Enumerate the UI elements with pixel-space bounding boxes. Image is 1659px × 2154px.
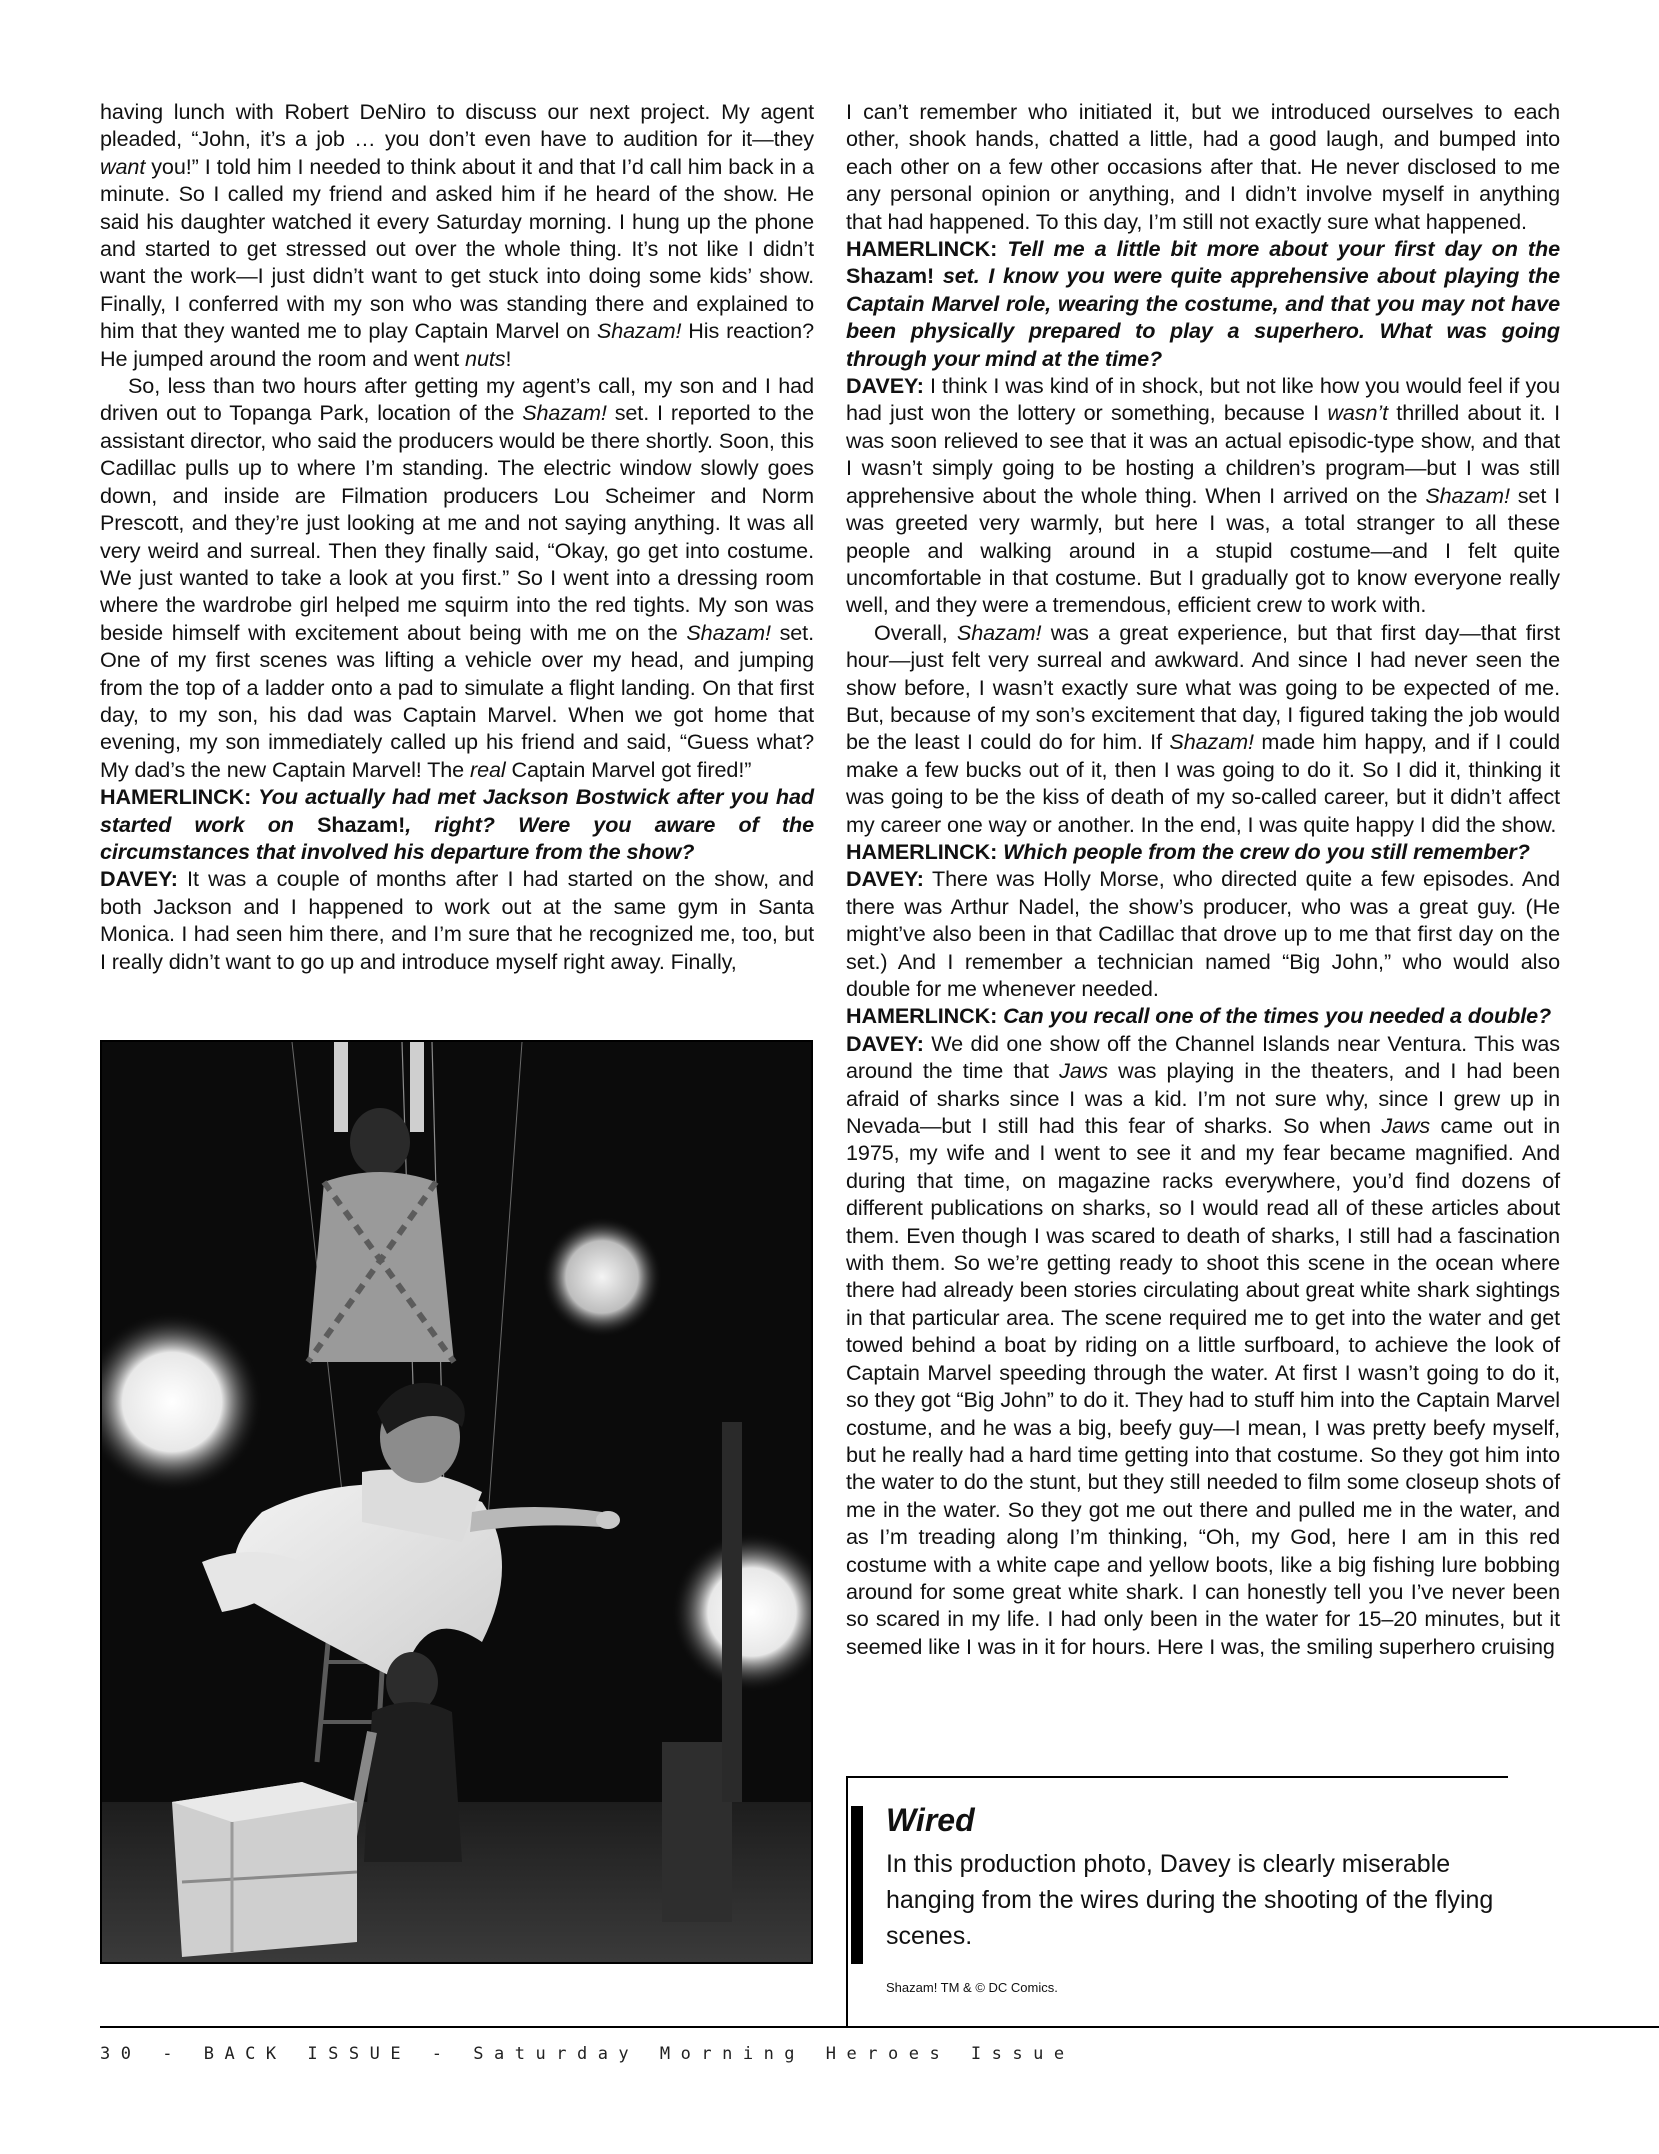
left-column-text — [100, 98, 814, 975]
caption-credit: Shazam! TM & © DC Comics. — [886, 1980, 1058, 1995]
caption-top-rule — [846, 1776, 1508, 1778]
caption-accent-bar — [851, 1806, 863, 1964]
photo-caption — [886, 1800, 1506, 1995]
interview-answer: DAVEY: I think I was kind of in shock, but not like how you would feel if you had just won the lottery or something, because I wasn’t thrilled about it. I was soon relieved to see that it was an actual episodic-type show, and that I wasn’t simply going to be hosting a children’s program—but I was still apprehensive about the whole thing. When I arrived on the Shazam! set I was greeted very warmly, but here I was, a total stranger to all these people and walking around in a stupid costume—and I felt quite uncomfortable in that costume. But I gradually got to know everyone really well, and they were a tremendous, efficient crew to work with. — [846, 373, 1560, 618]
interview-question: HAMERLINCK: Tell me a little bit more about your first day on the Shazam! set. I know you were quite apprehensive about playing the Captain Marvel role, wearing the costume, and that you may not have been physically prepared to play a superhero. What was going through your mind at the time? — [846, 236, 1560, 371]
footer-rule — [100, 2026, 1659, 2028]
caption-title: Wired — [886, 1802, 975, 1838]
paragraph: So, less than two hours after getting my agent’s call, my son and I had driven out to Topanga Park, location of the Shazam! set. I reported to the assistant director, who said the producers would be there shortly. Soon, this Cadillac pulls up to where I’m standing. The electric window slowly goes down, and inside are Filmation producers Lou Scheimer and Norm Prescott, and they’re just looking at me and not saying anything. It was all very weird and surreal. Then they finally said, “Okay, go get into costume. We just wanted to take a look at you first.” So I went into a dressing room where the wardrobe girl helped me squirm into the red tights. My son was beside himself with excitement about being with me on the Shazam! set. One of my first scenes was lifting a vehicle over my head, and jumping from the top of a ladder onto a pad to simulate a flight landing. On that first day, to my son, his dad was Captain Marvel. When we got home that evening, my son immediately called up his friend and said, “Guess what? My dad’s the new Captain Marvel! The real Captain Marvel got fired!” — [100, 373, 814, 782]
right-column-text — [846, 98, 1560, 1660]
issue-name: Saturday Morning Heroes Issue — [473, 2044, 1075, 2064]
page-footer — [100, 2044, 1075, 2064]
magazine-name: BACK ISSUE — [203, 2044, 412, 2064]
interview-answer: DAVEY: There was Holly Morse, who directed quite a few episodes. And there was Arthur Nadel, the show’s producer, who was a great guy. (He might’ve also been in that Cadillac that drove up to me that first day on the set.) And I remember a technician named “Big John,” who would also double for me whenever needed. — [846, 866, 1560, 1001]
interview-question: HAMERLINCK: Which people from the crew do you still remember? — [846, 838, 1530, 864]
interview-question: HAMERLINCK: Can you recall one of the times you needed a double? — [846, 1003, 1552, 1029]
caption-body: In this production photo, Davey is clearly miserable hanging from the wires during the shooting of the flying scenes. — [886, 1850, 1494, 1950]
interview-answer: DAVEY: We did one show off the Channel Islands near Ventura. This was around the time that Jaws was playing in the theaters, and I had been afraid of sharks since I was a kid. I’m not sure why, since I grew up in Nevada—but I still had this fear of sharks. So when Jaws came out in 1975, my wife and I went to see it and my fear became magnified. And during that time, on magazine racks everywhere, you’d find dozens of different publications on sharks, so I would read all of these articles about them. Even though I was scared to death of sharks, I still had a fascination with them. So we’re getting ready to shoot this scene in the ocean where there had already been stories circulating about great white shark sightings in that particular area. The scene required me to get into the water and get towed behind a boat by riding on a little surfboard, to achieve the look of Captain Marvel speeding through the water. At first I wasn’t going to do it, so they got “Big John” to do it. They had to stuff him into the Captain Marvel costume, and he was a big, beefy guy—I mean, I was pretty beefy myself, but he really had a hard time getting into that costume. So they got him into the water to do the stunt, but they still needed to film some closeup shots of me in the water. So they got me out there and pulled me in the water, and as I’m treading along I’m thinking, “Oh, my God, here I am in this red costume with a white cape and yellow boots, like a big fishing lure bobbing around for some great white shark. I can honestly tell you I’ve never been so scared in my life. I had only been in the water for 15–20 minutes, but it seemed like I was in it for hours. Here I was, the smiling superhero cruising — [846, 1030, 1560, 1659]
paragraph: having lunch with Robert DeNiro to discuss our next project. My agent pleaded, “John, it’s a job … you don’t even have to audition for it—they want you!” I told him I needed to think about it and that I’d call him back in a minute. So I called my friend and asked him if he heard of the show. He said his daughter watched it every Saturday morning. I hung up the phone and started to get stressed out over the whole thing. It’s not like I didn’t want the work—I just didn’t want to get stuck into doing some kids’ show. Finally, I conferred with my son who was standing there and explained to him that they wanted me to play Captain Marvel on Shazam! His reaction? He jumped around the room and went nuts! — [100, 99, 814, 371]
footer-separator: - — [141, 2044, 204, 2064]
production-photo — [100, 1040, 813, 1964]
paragraph: I can’t remember who initiated it, but we introduced ourselves to each other, shook hands, chatted a little, had a good laugh, and bumped into each other on a few other occasions after that. He never disclosed to me any personal opinion or anything, and I didn’t involve myself in anything that had happened. To this day, I’m still not exactly sure what happened. — [846, 99, 1560, 234]
page-number: 30 — [100, 2044, 142, 2064]
paragraph: Overall, Shazam! was a great experience, but that first day—that first hour—just felt very surreal and awkward. And since I had never seen the show before, I wasn’t exactly sure what was going to be expected of me. But, because of my son’s excitement that day, I figured taking the job would be the least I could do for him. If Shazam! made him happy, and if I could make a few bucks out of it, then I was going to do it. So I did it, thinking it was going to be the kiss of death of my so-called career, but it didn’t affect my career one way or another. In the end, I was quite happy I did the show. — [846, 619, 1561, 837]
caption-left-rule — [846, 1776, 848, 2026]
interview-question: HAMERLINCK: You actually had met Jackson Bostwick after you had started work on Shazam!, right? Were you aware of the circumstances that involved his departure from the show? — [100, 784, 815, 864]
interview-answer: DAVEY: It was a couple of months after I had started on the show, and both Jackson and I happened to work out at the same gym in Santa Monica. I had seen him there, and I’m sure that he recognized me, too, but I really didn’t want to go up and introduce myself right away. Finally, — [100, 866, 814, 974]
footer-separator: - — [411, 2044, 474, 2064]
